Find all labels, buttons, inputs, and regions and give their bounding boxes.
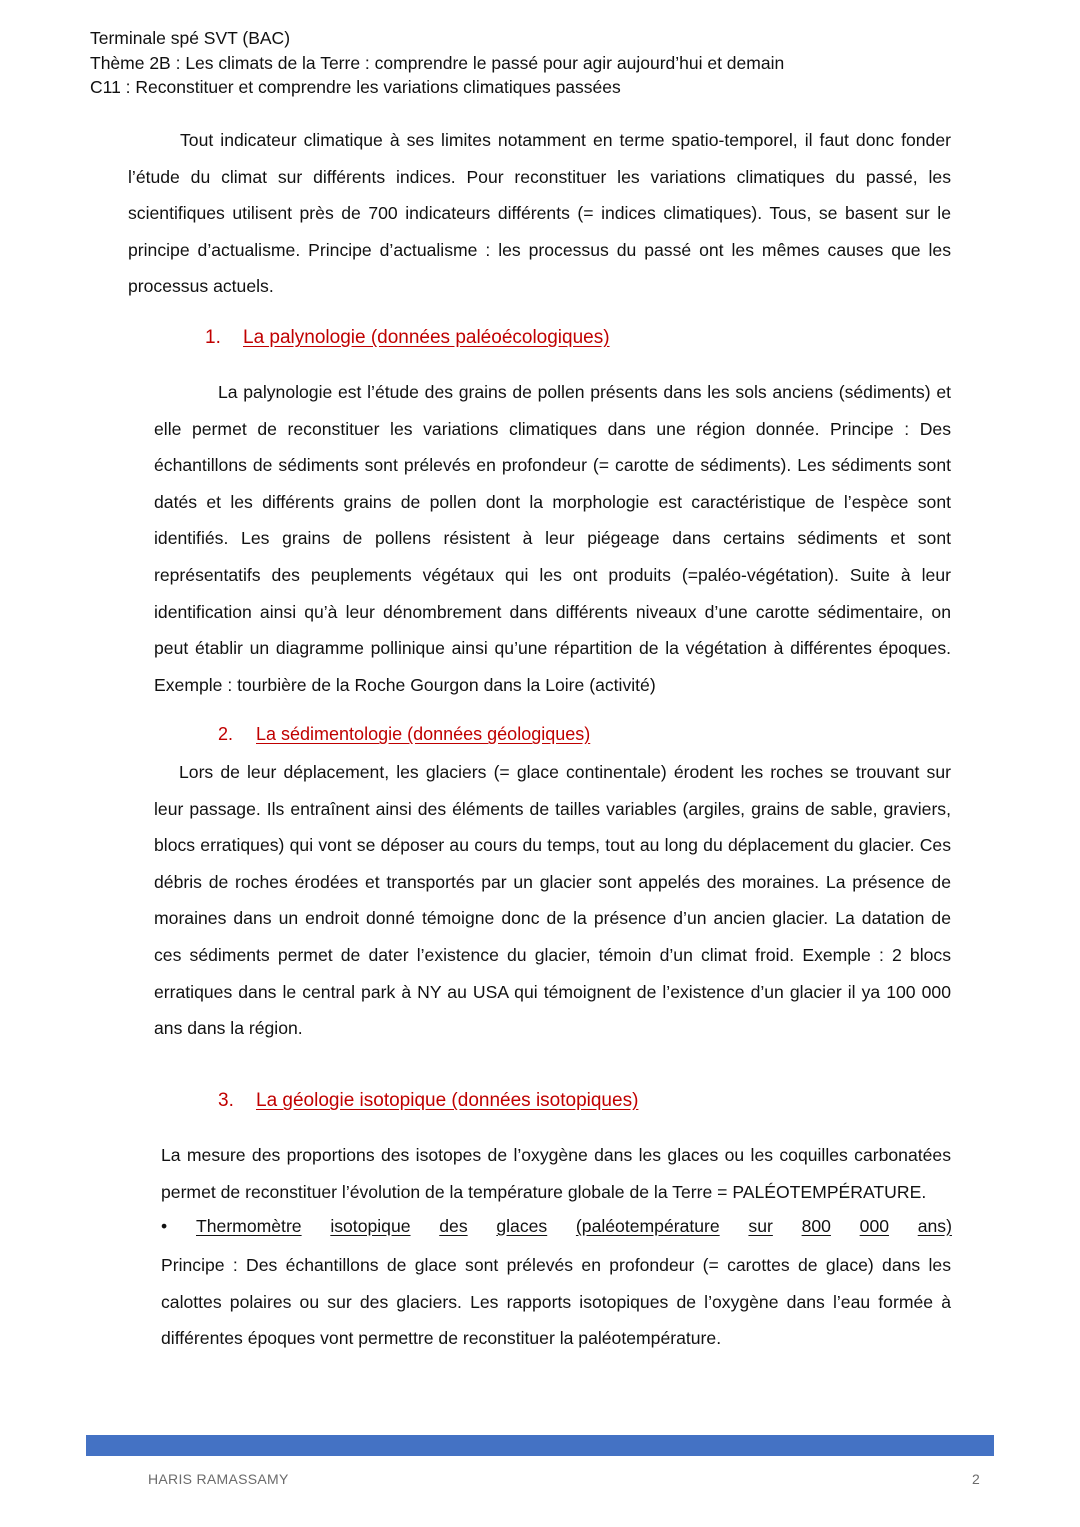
section-3-heading: [218, 1090, 638, 1112]
section-1-text: La palynologie est l’étude des grains de pollen présents dans les sols anciens (sédiments) et elle permet de reconstituer les variations climatiques dans une région donnée. Principe : Des échantillons de sédiments sont prélevés en profondeur (= carotte de sédiments). Les sédiments sont datés et les différents grains de pollen dont la morphologie est caractéristique de l’espèce sont identifiés. Les grains de pollens résistent à leur piégeage dans certains sédiments et sont représentatifs des peuplements végétaux qui les ont produits (=paléo-végétation). Suite à leur identification ainsi qu’à leur dénombrement dans différents niveaux d’une carotte sédimentaire, on peut établir un diagramme pollinique ainsi qu’une répartition de la végétation à différentes époques. Exemple : tourbière de la Roche Gourgon dans la Loire (activité): [154, 382, 951, 695]
header-chapter: C11 : Reconstituer et comprendre les variations climatiques passées: [90, 77, 621, 97]
document-header: [90, 26, 784, 100]
section-1-title: La palynologie (données paléoécologiques): [243, 327, 610, 348]
bullet-word: 000: [859, 1216, 890, 1236]
section-1-heading: [205, 327, 610, 349]
bullet-word: des: [439, 1216, 468, 1236]
section-2-text: Lors de leur déplacement, les glaciers (= glace continentale) érodent les roches se trouvant sur leur passage. Ils entraînent ainsi des éléments de tailles variables (argiles, grains de sable, graviers, blocs erratiques) qui vont se déposer au cours du temps, tout au long du déplacement du glacier. Ces débris de roches érodées et transportés par un glacier sont appelés des moraines. La présence de moraines dans un endroit donné témoigne donc de la présence d’un ancien glacier. La datation de ces sédiments permet de dater l’existence du glacier, témoin d’un climat froid. Exemple : 2 blocs erratiques dans le central park à NY au USA qui témoignent de l’existence d’un glacier il ya 100 000 ans dans la région.: [154, 762, 951, 1039]
intro-text: Tout indicateur climatique à ses limites notamment en terme spatio-temporel, il faut donc fonder l’étude du climat sur différents indices. Pour reconstituer les variations climatiques du passé, les scientifiques utilisent près de 700 indicateurs différents (= indices climatiques). Tous, se basent sur le principe d’actualisme. Principe d’actualisme : les processus du passé ont les mêmes causes que les processus actuels.: [128, 130, 951, 297]
principle-paragraph: [161, 1247, 951, 1357]
section-1-number: 1.: [205, 327, 221, 348]
bullet-word: Thermomètre: [196, 1216, 302, 1236]
bullet-word: sur: [748, 1216, 773, 1236]
section-2-paragraph: [154, 754, 951, 1047]
section-3-text: La mesure des proportions des isotopes de l’oxygène dans les glaces ou les coquilles carbonatées permet de reconstituer l’évolution de la température globale de la Terre = PALÉOTEMPÉRATURE.: [161, 1145, 951, 1202]
bullet-word: glaces: [496, 1216, 548, 1236]
header-theme: Thème 2B : Les climats de la Terre : comprendre le passé pour agir aujourd’hui et demain: [90, 52, 785, 73]
section-2-number: 2.: [218, 724, 234, 744]
bullet-text: [196, 1216, 952, 1237]
bullet-word: 800: [801, 1216, 831, 1236]
section-3-paragraph: [161, 1137, 951, 1210]
bullet-icon: •: [161, 1216, 168, 1236]
section-2-title: La sédimentologie (données géologiques): [256, 724, 591, 744]
section-2-heading: [218, 724, 590, 745]
footer-author: HARIS RAMASSAMY: [148, 1471, 289, 1487]
bullet-word: (paléotempérature: [575, 1216, 720, 1236]
section-3-title: La géologie isotopique (données isotopiques): [256, 1090, 639, 1111]
bullet-word: ans): [917, 1216, 952, 1236]
bullet-word: isotopique: [330, 1216, 411, 1236]
footer-bar: [86, 1435, 994, 1456]
section-3-number: 3.: [218, 1090, 234, 1111]
page-number: 2: [972, 1471, 980, 1487]
header-course: Terminale spé SVT (BAC): [90, 28, 291, 48]
intro-paragraph: [128, 122, 951, 305]
principle-text: Principe : Des échantillons de glace sont prélevés en profondeur (= carottes de glace) dans les calottes polaires ou sur des glaciers. Les rapports isotopiques de l’oxygène dans l’eau formée à différentes époques vont permettre de reconstituer la paléotempérature.: [161, 1255, 951, 1349]
section-1-paragraph: [154, 374, 951, 703]
